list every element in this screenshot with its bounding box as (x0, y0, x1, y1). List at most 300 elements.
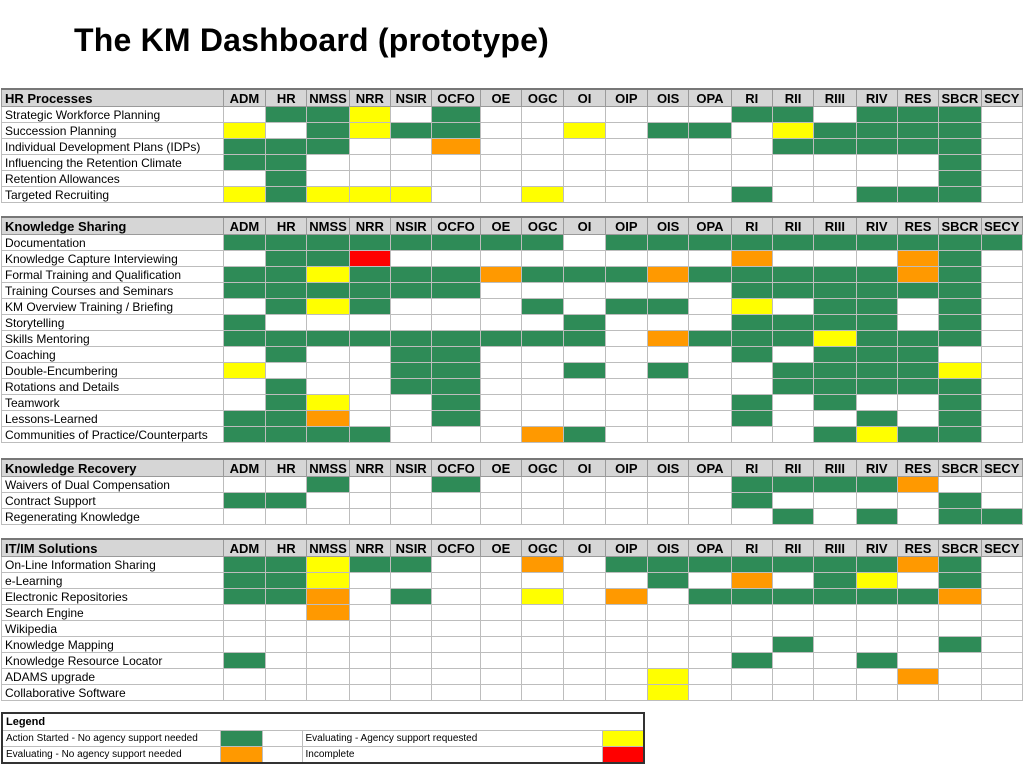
status-cell (307, 621, 349, 637)
status-cell (564, 299, 605, 315)
status-cell (897, 637, 938, 653)
status-cell (522, 235, 564, 251)
status-cell (814, 493, 856, 509)
table-row (2, 411, 1023, 427)
status-cell (432, 621, 480, 637)
table-row (2, 315, 1023, 331)
column-header: NRR (349, 539, 390, 557)
status-cell (349, 331, 390, 347)
column-header: RIII (814, 539, 856, 557)
status-cell (564, 573, 605, 589)
legend-row (2, 747, 644, 764)
status-cell (731, 187, 772, 203)
status-cell (981, 621, 1022, 637)
table-row (2, 155, 1023, 171)
status-cell (981, 589, 1022, 605)
status-cell (897, 653, 938, 669)
status-cell (731, 155, 772, 171)
status-cell (522, 477, 564, 493)
column-header: RI (731, 89, 772, 107)
status-cell (897, 123, 938, 139)
status-cell (480, 267, 521, 283)
status-cell (814, 331, 856, 347)
status-cell (897, 235, 938, 251)
status-cell (432, 411, 480, 427)
status-cell (223, 605, 265, 621)
column-header: RIII (814, 459, 856, 477)
status-cell (266, 331, 307, 347)
status-cell (814, 621, 856, 637)
status-cell (307, 123, 349, 139)
status-cell (772, 411, 813, 427)
status-cell (266, 363, 307, 379)
status-cell (432, 107, 480, 123)
status-cell (266, 637, 307, 653)
column-header: NRR (349, 217, 390, 235)
status-cell (432, 171, 480, 187)
status-cell (897, 509, 938, 525)
status-cell (349, 493, 390, 509)
status-cell (856, 669, 897, 685)
status-cell (814, 477, 856, 493)
status-cell (772, 363, 813, 379)
table-row (2, 685, 1023, 701)
legend-table (1, 712, 645, 764)
status-cell (689, 685, 731, 701)
status-cell (605, 155, 647, 171)
status-cell (605, 107, 647, 123)
status-cell (939, 685, 981, 701)
table-row (2, 589, 1023, 605)
status-cell (266, 187, 307, 203)
column-header: OE (480, 539, 521, 557)
row-label: Formal Training and Qualification (2, 267, 224, 283)
status-cell (731, 315, 772, 331)
status-cell (689, 107, 731, 123)
status-cell (939, 187, 981, 203)
status-cell (480, 235, 521, 251)
column-header: SECY (981, 217, 1022, 235)
status-cell (814, 379, 856, 395)
column-header: SBCR (939, 217, 981, 235)
column-header: OIS (647, 459, 688, 477)
status-cell (564, 251, 605, 267)
status-cell (266, 621, 307, 637)
status-cell (772, 605, 813, 621)
status-cell (391, 315, 432, 331)
status-cell (814, 267, 856, 283)
status-cell (605, 251, 647, 267)
status-cell (522, 315, 564, 331)
status-cell (349, 589, 390, 605)
status-cell (814, 685, 856, 701)
column-header: NSIR (391, 459, 432, 477)
column-header: RII (772, 217, 813, 235)
status-cell (349, 379, 390, 395)
status-cell (689, 653, 731, 669)
status-cell (647, 171, 688, 187)
status-cell (939, 477, 981, 493)
status-cell (939, 605, 981, 621)
status-cell (223, 653, 265, 669)
status-cell (814, 315, 856, 331)
column-header: OE (480, 217, 521, 235)
status-cell (814, 637, 856, 653)
status-cell (647, 315, 688, 331)
status-cell (605, 493, 647, 509)
column-header: RI (731, 217, 772, 235)
status-cell (605, 123, 647, 139)
status-cell (564, 509, 605, 525)
status-cell (307, 395, 349, 411)
status-cell (432, 589, 480, 605)
status-cell (480, 411, 521, 427)
status-cell (432, 509, 480, 525)
status-cell (897, 187, 938, 203)
status-cell (939, 315, 981, 331)
status-cell (307, 379, 349, 395)
status-cell (689, 379, 731, 395)
status-cell (391, 509, 432, 525)
status-cell (814, 299, 856, 315)
status-cell (564, 621, 605, 637)
status-cell (223, 493, 265, 509)
status-cell (223, 363, 265, 379)
status-cell (307, 139, 349, 155)
status-cell (897, 605, 938, 621)
column-header: OI (564, 217, 605, 235)
status-cell (391, 331, 432, 347)
status-cell (349, 155, 390, 171)
status-cell (522, 299, 564, 315)
status-cell (605, 299, 647, 315)
status-cell (391, 411, 432, 427)
status-cell (307, 107, 349, 123)
row-label: Lessons-Learned (2, 411, 224, 427)
status-cell (307, 411, 349, 427)
column-header: ADM (223, 217, 265, 235)
status-cell (432, 187, 480, 203)
status-cell (266, 653, 307, 669)
status-cell (731, 395, 772, 411)
status-cell (772, 493, 813, 509)
section-title: Knowledge Sharing (2, 217, 224, 235)
status-cell (856, 123, 897, 139)
column-header: OI (564, 459, 605, 477)
status-cell (522, 427, 564, 443)
column-header: OGC (522, 89, 564, 107)
status-cell (647, 107, 688, 123)
status-cell (522, 283, 564, 299)
row-label: Wikipedia (2, 621, 224, 637)
status-cell (772, 653, 813, 669)
status-cell (981, 315, 1022, 331)
status-cell (480, 669, 521, 685)
status-cell (432, 653, 480, 669)
status-cell (349, 573, 390, 589)
status-cell (432, 605, 480, 621)
legend-label: Action Started - No agency support needed (2, 731, 220, 747)
section-table (1, 458, 1023, 525)
status-cell (856, 493, 897, 509)
status-cell (939, 653, 981, 669)
status-cell (391, 139, 432, 155)
column-header: RES (897, 89, 938, 107)
legend-swatch-orange (220, 747, 262, 764)
status-cell (731, 589, 772, 605)
column-header: SECY (981, 89, 1022, 107)
status-cell (647, 187, 688, 203)
status-cell (981, 283, 1022, 299)
row-label: Waivers of Dual Compensation (2, 477, 224, 493)
status-cell (981, 573, 1022, 589)
status-cell (897, 477, 938, 493)
status-cell (349, 187, 390, 203)
status-cell (605, 315, 647, 331)
status-cell (689, 283, 731, 299)
status-cell (480, 347, 521, 363)
status-cell (856, 395, 897, 411)
status-cell (647, 267, 688, 283)
status-cell (939, 107, 981, 123)
status-cell (856, 315, 897, 331)
status-cell (391, 379, 432, 395)
status-cell (731, 509, 772, 525)
status-cell (307, 251, 349, 267)
status-cell (772, 123, 813, 139)
status-cell (981, 171, 1022, 187)
status-cell (939, 669, 981, 685)
status-cell (564, 379, 605, 395)
status-cell (307, 637, 349, 653)
status-cell (605, 605, 647, 621)
status-cell (223, 315, 265, 331)
status-cell (391, 107, 432, 123)
status-cell (814, 653, 856, 669)
status-cell (731, 139, 772, 155)
status-cell (772, 251, 813, 267)
status-cell (266, 267, 307, 283)
status-cell (939, 267, 981, 283)
column-header: HR (266, 217, 307, 235)
column-header: OE (480, 459, 521, 477)
status-cell (522, 379, 564, 395)
status-cell (223, 685, 265, 701)
status-cell (266, 123, 307, 139)
status-cell (223, 395, 265, 411)
status-cell (564, 331, 605, 347)
status-cell (266, 493, 307, 509)
status-cell (391, 477, 432, 493)
status-cell (772, 477, 813, 493)
status-cell (605, 589, 647, 605)
status-cell (814, 187, 856, 203)
table-row (2, 363, 1023, 379)
status-cell (856, 155, 897, 171)
status-cell (856, 171, 897, 187)
status-cell (266, 427, 307, 443)
status-cell (814, 509, 856, 525)
section-title: Knowledge Recovery (2, 459, 224, 477)
status-cell (856, 653, 897, 669)
status-cell (897, 573, 938, 589)
status-cell (307, 669, 349, 685)
status-cell (981, 427, 1022, 443)
status-cell (939, 347, 981, 363)
status-cell (897, 107, 938, 123)
row-label: KM Overview Training / Briefing (2, 299, 224, 315)
status-cell (480, 637, 521, 653)
status-cell (772, 395, 813, 411)
status-cell (981, 395, 1022, 411)
status-cell (223, 331, 265, 347)
status-cell (772, 509, 813, 525)
status-cell (432, 395, 480, 411)
status-cell (856, 573, 897, 589)
status-cell (897, 669, 938, 685)
column-header: OI (564, 89, 605, 107)
status-cell (391, 557, 432, 573)
status-cell (522, 637, 564, 653)
status-cell (772, 139, 813, 155)
status-cell (349, 621, 390, 637)
status-cell (856, 621, 897, 637)
status-cell (772, 107, 813, 123)
status-cell (605, 283, 647, 299)
status-cell (432, 267, 480, 283)
status-cell (981, 379, 1022, 395)
column-header: SBCR (939, 459, 981, 477)
status-cell (266, 379, 307, 395)
row-label: Coaching (2, 347, 224, 363)
status-cell (480, 395, 521, 411)
status-cell (647, 251, 688, 267)
status-cell (307, 315, 349, 331)
status-cell (605, 171, 647, 187)
status-cell (856, 363, 897, 379)
status-cell (897, 411, 938, 427)
status-cell (605, 395, 647, 411)
status-cell (432, 251, 480, 267)
column-header: RES (897, 459, 938, 477)
status-cell (814, 427, 856, 443)
status-cell (856, 427, 897, 443)
status-cell (689, 331, 731, 347)
status-cell (605, 187, 647, 203)
status-cell (731, 477, 772, 493)
status-cell (939, 299, 981, 315)
status-cell (480, 509, 521, 525)
status-cell (564, 155, 605, 171)
row-label: On-Line Information Sharing (2, 557, 224, 573)
status-cell (432, 283, 480, 299)
status-cell (647, 685, 688, 701)
row-label: Knowledge Capture Interviewing (2, 251, 224, 267)
status-cell (731, 235, 772, 251)
status-cell (480, 427, 521, 443)
status-cell (391, 123, 432, 139)
status-cell (647, 493, 688, 509)
status-cell (522, 363, 564, 379)
table-row (2, 427, 1023, 443)
status-cell (605, 669, 647, 685)
legend-spacer (262, 747, 302, 764)
status-cell (266, 669, 307, 685)
status-cell (223, 669, 265, 685)
status-cell (223, 621, 265, 637)
status-cell (564, 315, 605, 331)
status-cell (689, 395, 731, 411)
status-cell (605, 573, 647, 589)
table-row (2, 299, 1023, 315)
status-cell (480, 363, 521, 379)
legend-header-row (2, 713, 644, 731)
status-cell (939, 411, 981, 427)
status-cell (605, 267, 647, 283)
status-cell (939, 331, 981, 347)
status-cell (307, 589, 349, 605)
status-cell (856, 477, 897, 493)
status-cell (564, 187, 605, 203)
status-cell (731, 299, 772, 315)
status-cell (307, 331, 349, 347)
status-cell (689, 411, 731, 427)
status-cell (564, 669, 605, 685)
table-row (2, 493, 1023, 509)
column-header: ADM (223, 89, 265, 107)
status-cell (772, 347, 813, 363)
status-cell (564, 395, 605, 411)
column-header: RII (772, 539, 813, 557)
status-cell (731, 171, 772, 187)
status-cell (432, 493, 480, 509)
table-row (2, 331, 1023, 347)
status-cell (731, 379, 772, 395)
status-cell (307, 267, 349, 283)
status-cell (432, 123, 480, 139)
status-cell (223, 589, 265, 605)
status-cell (266, 685, 307, 701)
column-header: OIS (647, 539, 688, 557)
status-cell (266, 107, 307, 123)
status-cell (772, 283, 813, 299)
column-header: OIS (647, 217, 688, 235)
status-cell (349, 637, 390, 653)
column-header: NSIR (391, 89, 432, 107)
status-cell (731, 557, 772, 573)
table-row (2, 187, 1023, 203)
status-cell (349, 427, 390, 443)
status-cell (981, 187, 1022, 203)
status-cell (689, 267, 731, 283)
status-cell (731, 267, 772, 283)
status-cell (480, 493, 521, 509)
status-cell (480, 299, 521, 315)
status-cell (731, 685, 772, 701)
status-cell (522, 509, 564, 525)
status-cell (391, 589, 432, 605)
status-cell (391, 171, 432, 187)
status-cell (307, 283, 349, 299)
status-cell (349, 123, 390, 139)
status-cell (897, 557, 938, 573)
status-cell (522, 621, 564, 637)
status-cell (605, 379, 647, 395)
status-cell (689, 187, 731, 203)
status-cell (981, 509, 1022, 525)
status-cell (480, 251, 521, 267)
table-row (2, 347, 1023, 363)
